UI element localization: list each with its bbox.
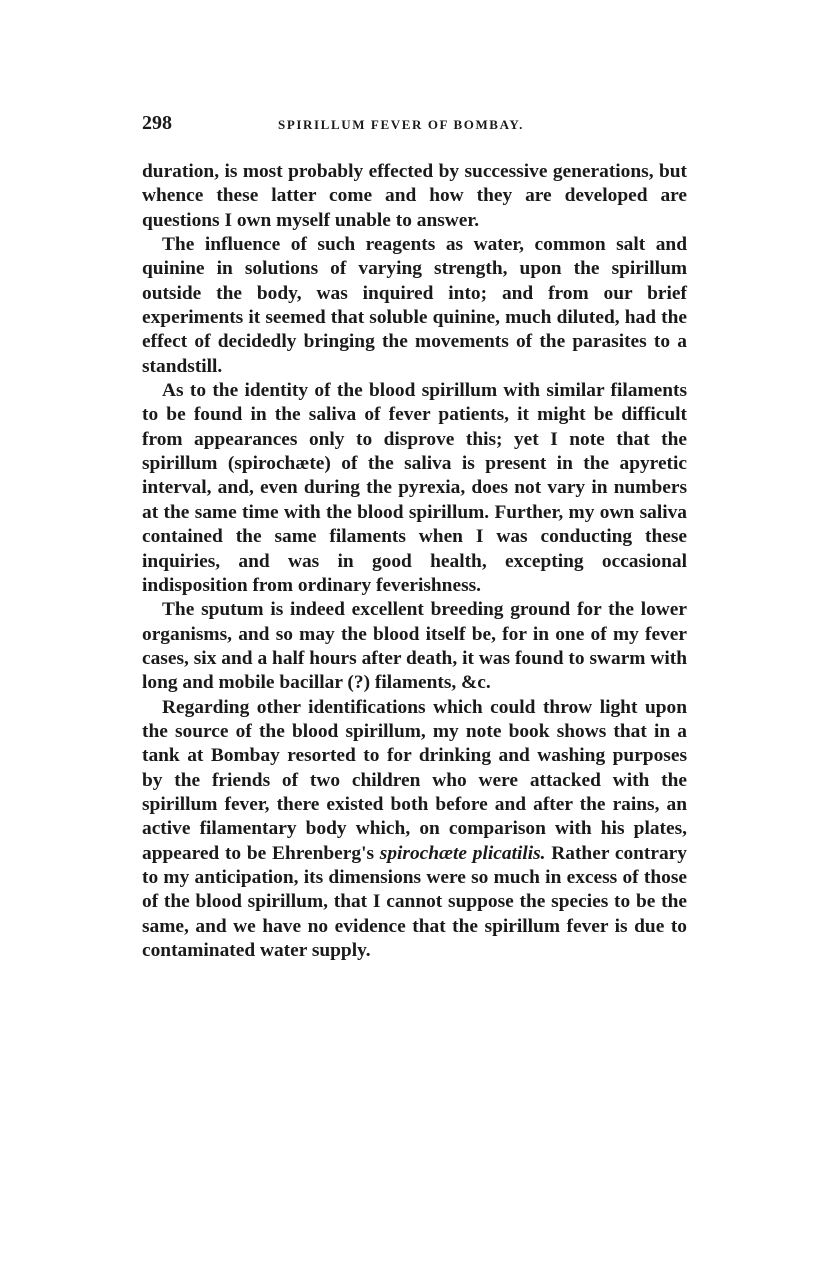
paragraph-continuation: duration, is most probably effected by successive generations, but whence these latter come and how they are developed are questions I own myself unable to answer. xyxy=(142,161,687,231)
paragraph-saliva: As to the identity of the blood spirillum with similar filaments to be found in the saliva of fever patients, it might be difficult from appearances only to disprove this; yet I note that the spirillum (spirochæte) of the saliva is present in the apyretic interval, and, even during the pyrexia, does not vary in numbers at the same time with the blood spirillum. Further, my own saliva contained the same filaments when I was conducting these inquiries, and was in good health, excepting occasional indisposition from ordinary feverishness. xyxy=(142,380,687,596)
paragraph-identifications xyxy=(142,696,687,964)
page-number: 298 xyxy=(142,112,172,134)
book-page xyxy=(142,112,687,963)
italic-species-name: spirochæte plicatilis. xyxy=(379,842,546,864)
paragraph-reagents: The influence of such reagents as water, common salt and quinine in solutions of varying strength, upon the spirillum outside the body, was inquired into; and from our brief experiments it seemed that soluble quinine, much diluted, had the effect of decidedly bringing the movements of the parasites to a standstill. xyxy=(142,234,687,377)
paragraph-text-after-italic: Rather contrary to my anticipation, its dimensions were so much in excess of those of the blood spirillum, that I cannot suppose the species to be the same, and we have no evidence that the spirillum fever is due to contaminated water supply. xyxy=(142,842,687,961)
paragraph-text-before-italic: Regarding other identifications which could throw light upon the source of the blood spirillum, my note book shows that in a tank at Bombay resorted to for drinking and washing purposes by the friends of two children who were attacked with the spirillum fever, there existed both before and after the rains, an active filamentary body which, on comparison with his plates, appeared to be Ehrenberg's xyxy=(142,696,687,864)
paragraph-sputum: The sputum is indeed excellent breeding ground for the lower organisms, and so may the blood itself be, for in one of my fever cases, six and a half hours after death, it was found to swarm with long and mobile bacillar (?) filaments, &c. xyxy=(142,599,687,694)
running-title: SPIRILLUM FEVER OF BOMBAY. xyxy=(278,117,525,132)
running-head xyxy=(142,112,687,140)
body-text xyxy=(142,160,687,963)
